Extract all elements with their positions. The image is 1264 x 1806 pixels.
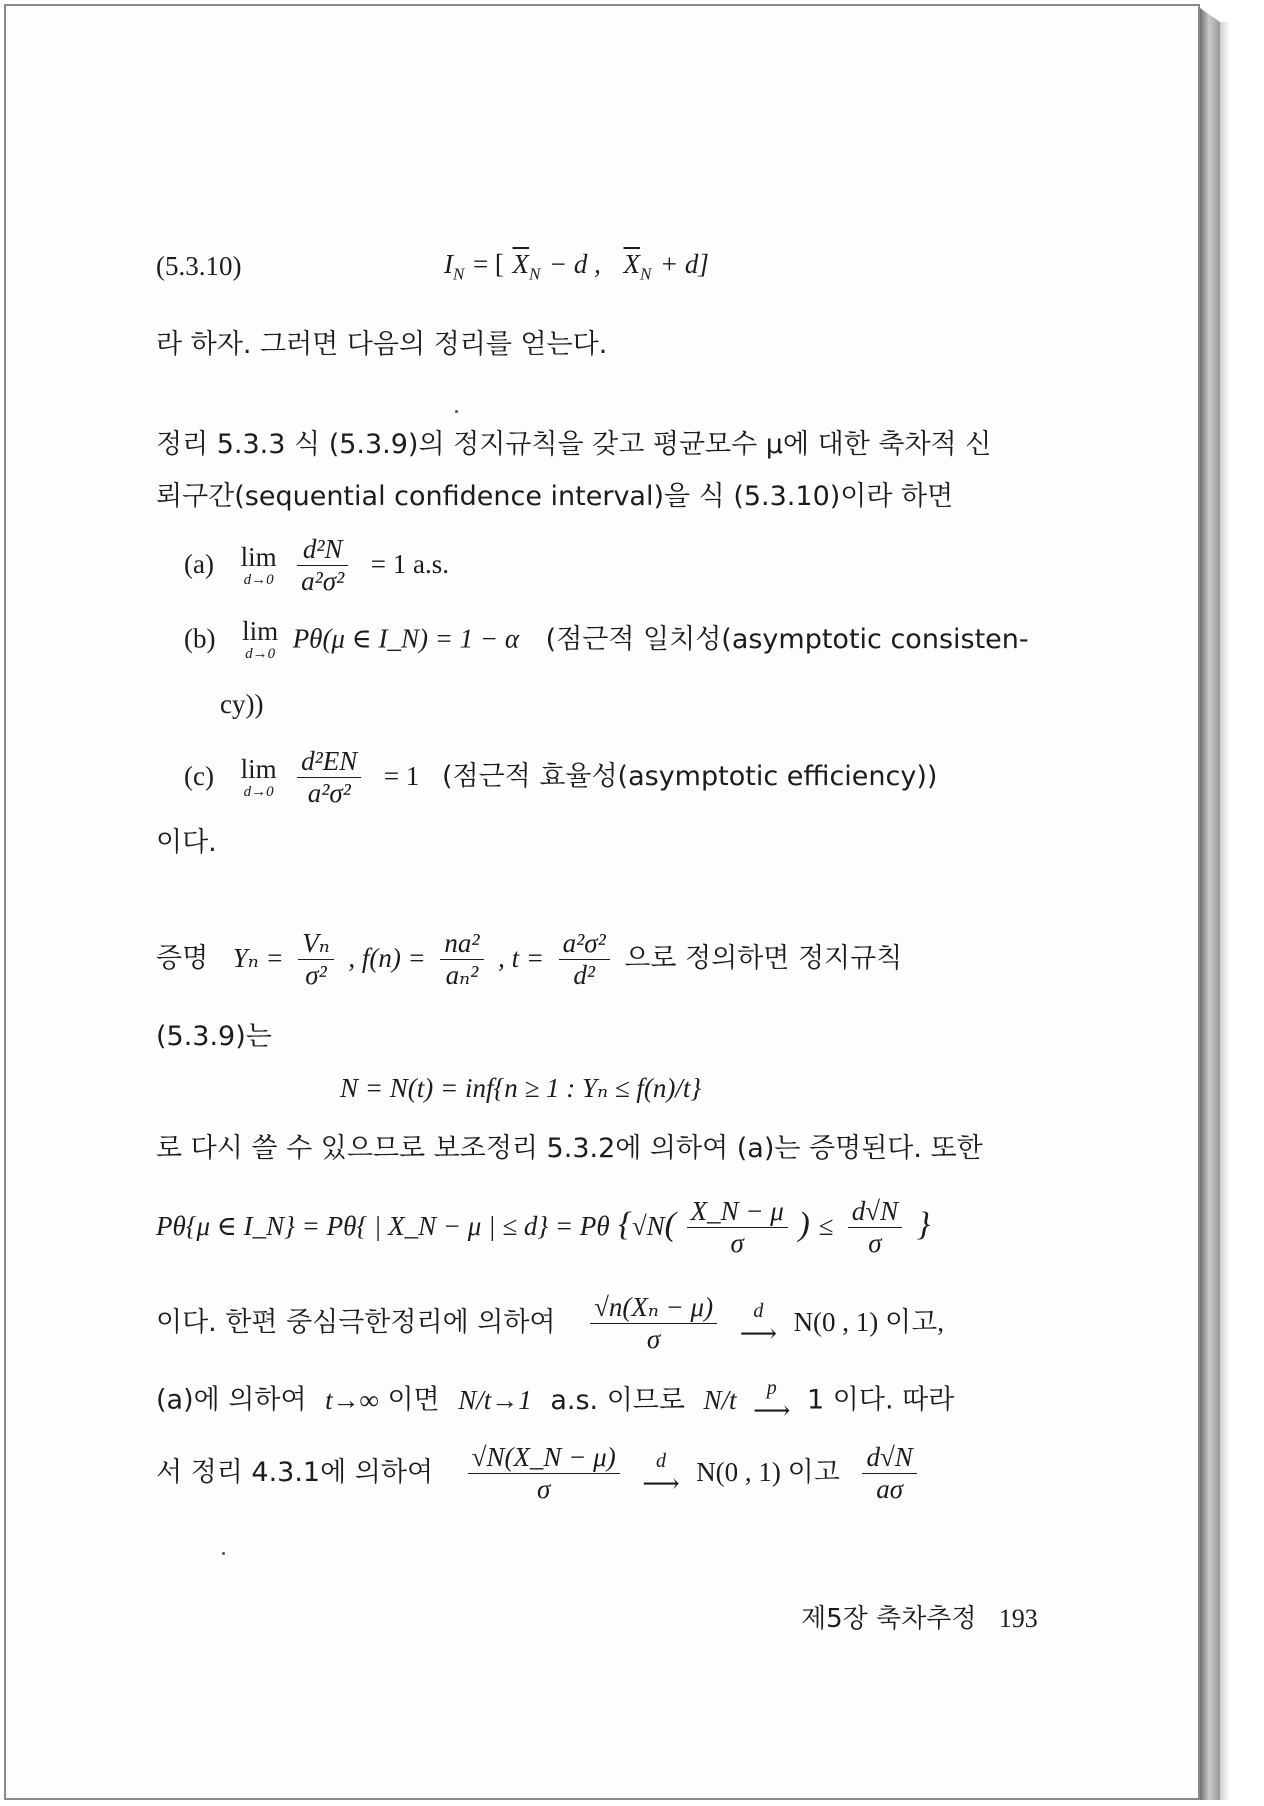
theorem-item-a: (a) lim d→0 $\frac{\text{d²N}}{\text{a²σ²}}$ = 1 a.s. <box>184 534 449 597</box>
page-content <box>156 0 1056 1796</box>
page-footer <box>801 1601 1038 1637</box>
page-shadow <box>1220 22 1230 1800</box>
theorem-line-2: 뢰구간(sequential confidence interval)을 식 (5.3.10)이라 하면 <box>156 481 954 512</box>
theorem-item-c: (c) lim d→0 $\frac{\text{d²EN}}{\text{a²σ²}}$ = 1 (점근적 효율성(asymptotic efficiency)) <box>184 746 938 809</box>
proof-line-4: Pθ{μ ∈ I_N} = Pθ{ | X_N − μ | ≤ d} = Pθ {√N( $\frac{X\_N - \mu}{\sigma}$ ) ≤ $\frac{d√N}{\sigma}$ } <box>156 1196 931 1259</box>
chapter-title: 제5장 축차추정 <box>801 1604 977 1634</box>
proof-line-6: (a)에 의하여 t→∞ 이면 N/t→1 a.s. 이므로 N/t p ⟶ 1 이다. 따라 <box>156 1377 955 1425</box>
page-number: 193 <box>998 1604 1038 1633</box>
page-edge <box>1200 8 1220 1800</box>
convergence-arrow: d ⟶ <box>739 1299 777 1348</box>
proof-line-7: 서 정리 4.3.1에 의하여 $\frac{√N(X\_N - \mu)}{\sigma}$ d ⟶ N(0 , 1) 이고 $\frac{d√N}{a\sigma}$ <box>156 1442 923 1505</box>
proof-line-3: 로 다시 쓸 수 있으므로 보조정리 5.3.2에 의하여 (a)는 증명된다. 또한 <box>156 1133 983 1164</box>
convergence-arrow: d ⟶ <box>642 1449 680 1498</box>
proof-line-5: 이다. 한편 중심극한정리에 의하여 $\frac{\text{√n(Xₙ − μ)}}{\sigma}$ d ⟶ N(0 , 1) 이고, <box>156 1292 944 1355</box>
convergence-arrow: p ⟶ <box>753 1377 791 1425</box>
theorem-line-1: 정리 5.3.3 식 (5.3.9)의 정지규칙을 갖고 평균모수 μ에 대한 축차적 신 <box>156 429 992 460</box>
theorem-item-b: (b) lim d→0 Pθ(μ ∈ I_N) = 1 − α (점근적 일치성(asymptotic consisten- <box>184 616 1029 662</box>
equation-number: (5.3.10) <box>156 251 242 281</box>
proof-line-1: 증명 Yₙ = $\frac{\text{Vₙ}}{\text{σ²}}$ , f(n) = $\frac{\text{na²}}{\text{aₙ²}}$ , t = $\frac{\text{a²σ²}}{\text{d²}}$ 으로 정의하면 정지규칙 <box>156 928 903 991</box>
stopping-time-definition: N = N(t) = inf{n ≥ 1 : Yₙ ≤ f(n)/t} <box>340 1073 702 1103</box>
theorem-item-b-cont: cy)) <box>220 689 264 719</box>
text-lets: 라 하자. 그러면 다음의 정리를 얻는다. <box>156 329 608 360</box>
proof-line-2: (5.3.9)는 <box>156 1021 272 1052</box>
equation-5-3-10: $I_N$ = [ $\overline{X}_N - d$ , $\overline{X}_N + d$] <box>444 249 709 284</box>
theorem-end: 이다. <box>156 827 217 858</box>
